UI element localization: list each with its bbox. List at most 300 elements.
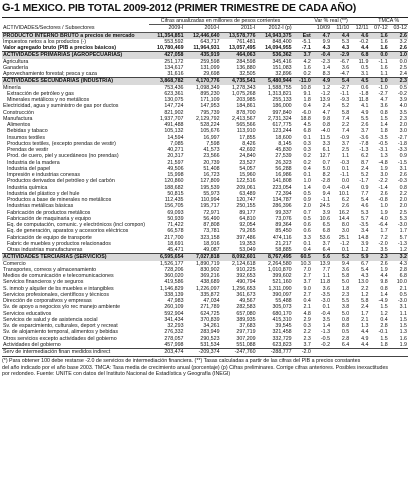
pct-cell: 2.8 (399, 266, 407, 273)
pct-cell: 1.7 (361, 310, 369, 317)
value-cell: 14,094,955 (265, 45, 292, 51)
value-cell: 79,265 (239, 228, 256, 235)
pct-cell: 2.0 (399, 122, 407, 128)
row-label: Medios de comunicación e telecomunicaciones (3, 273, 114, 279)
value-cell: 122,516 (236, 178, 256, 185)
value-cell: 89,364 (275, 222, 292, 228)
row-label: ACTIVIDADES PRIMARIAS (AGROPECUARIAS) (2, 52, 149, 59)
table-row (2, 235, 408, 241)
value-cell: 251,172 (164, 58, 184, 65)
value-cell: 54,057 (239, 165, 256, 172)
pct-cell: 3.1 (361, 71, 369, 77)
pib-table (2, 17, 408, 355)
pct-cell: 1.9 (380, 165, 388, 172)
pct-cell: 0.4 (303, 298, 311, 304)
pct-cell: 1.8 (341, 285, 350, 292)
value-cell: 131,099 (200, 64, 220, 71)
table-row (2, 153, 408, 159)
pct-cell: 5.8 (341, 109, 350, 116)
value-cell: 332,729 (272, 335, 292, 342)
value-cell: 2,264,580 (268, 260, 292, 267)
pct-cell (331, 349, 350, 356)
value-cell: 415,310 (272, 316, 292, 323)
pct-cell: 3.6 (341, 64, 350, 71)
pct-cell: 2.7 (303, 273, 311, 279)
pct-cell: 3.6 (341, 266, 350, 273)
value-cell: 369,216 (200, 273, 220, 279)
pct-cell: 4.2 (303, 58, 311, 65)
pct-cell: -9.3 (340, 97, 350, 103)
value-cell: 171,109 (200, 97, 220, 103)
value-cell: 1,588,755 (268, 84, 292, 91)
value-cell: 50,939 (167, 215, 184, 222)
pct-cell: 4.4 (361, 329, 369, 336)
value-cell: 435,919 (185, 52, 221, 59)
pct-cell: 0.9 (303, 197, 311, 203)
pct-cell: 2.6 (341, 203, 350, 210)
pct-cell: 1.6 (399, 335, 407, 342)
value-cell: 151,083 (272, 64, 292, 71)
pct-cell: 3.9 (361, 240, 369, 247)
pct-cell: 0.5 (303, 190, 311, 197)
pct-cell: -3.6 (359, 134, 369, 141)
pct-cell: -2.9 (331, 52, 350, 59)
pct-cell: 1.2 (399, 247, 407, 253)
value-cell: 250,155 (236, 203, 256, 210)
pct-cell: 5.8 (341, 273, 350, 279)
pct-cell: 1.8 (380, 128, 388, 135)
pct-cell: 6.5 (322, 222, 331, 228)
pct-cell: 1.4 (380, 291, 388, 298)
value-cell: 14,594 (167, 134, 184, 141)
pct-cell: 3.2 (399, 38, 407, 45)
value-cell: 64,810 (239, 215, 256, 222)
value-cell: 186,000 (272, 103, 292, 110)
value-cell: 1,937,707 (159, 115, 184, 122)
value-cell: 370,839 (200, 316, 220, 323)
value-cell: 73,076 (275, 215, 292, 222)
pct-cell: 0.5 (341, 329, 350, 336)
header-group-row (2, 18, 408, 25)
table-row (2, 286, 408, 292)
pct-cell: 0.1 (303, 134, 311, 141)
pct-cell: 9.4 (341, 260, 350, 267)
value-cell: 16,723 (203, 172, 220, 178)
value-cell: 73,781 (203, 228, 220, 235)
pct-cell: 11.9 (358, 58, 369, 65)
pct-cell: 3.3 (303, 234, 311, 241)
pct-cell: 6.4 (341, 341, 350, 348)
value-cell: 3,868,782 (149, 78, 185, 85)
row-label: Productos a base de minerales no metálicos (7, 197, 112, 203)
pct-cell: 4.3 (361, 273, 369, 279)
pct-cell: 24.5 (319, 203, 331, 210)
pct-cell: 3.7 (341, 140, 350, 147)
row-label: Productos textiles, (excepto prendas de vestir) (7, 140, 116, 147)
pct-cell: 3.7 (303, 341, 311, 348)
page-title (2, 2, 408, 17)
value-cell: 565,566 (236, 122, 256, 128)
pct-cell: 4.4 (380, 273, 388, 279)
value-cell: 147,724 (164, 103, 184, 110)
value-cell: 134,787 (272, 197, 292, 203)
pct-cell: 1.9 (399, 341, 407, 348)
row-label: ACTIVIDADES TERCIARIAS (SERVICIOS) (2, 254, 149, 261)
pct-cell: 6.2 (361, 153, 369, 160)
pct-cell (389, 349, 408, 356)
pct-cell: -1.5 (397, 159, 407, 166)
value-cell: 286,396 (272, 203, 292, 210)
table-row (2, 45, 408, 52)
row-label: Impresión e industrias conexas (7, 172, 81, 178)
header-year: 2010-I (185, 25, 221, 32)
pct-cell: -1.2 (340, 240, 350, 247)
value-cell: 878,700 (236, 109, 256, 116)
value-cell: 105,132 (164, 128, 184, 135)
row-label: Extracción de petróleo y gas (7, 90, 74, 97)
value-cell: 1,075,268 (231, 90, 256, 97)
pct-cell: 1.9 (380, 266, 388, 273)
pct-cell: 1.4 (322, 323, 331, 329)
pct-cell: -3.0 (397, 222, 407, 228)
value-cell: 419,586 (164, 279, 184, 286)
value-cell: 130,075 (164, 97, 184, 103)
pct-cell: 1.2 (361, 291, 369, 298)
pct-cell: 1.5 (380, 115, 388, 122)
row-label: Electricidad, agua y suministro de gas por ductos (3, 103, 119, 110)
pct-cell: 11.5 (320, 134, 331, 141)
value-cell: 23,527 (239, 159, 256, 166)
value-cell: 7,598 (206, 140, 220, 147)
pct-cell: 0.2 (303, 71, 311, 77)
value-cell: 321,458 (272, 329, 292, 336)
table-row (2, 228, 408, 234)
pct-cell: 1.3 (361, 323, 369, 329)
pct-cell: 1.1 (322, 273, 331, 279)
row-label: Manufactura (3, 115, 33, 122)
header-pct: 11/10 (331, 25, 350, 32)
value-cell: 110,994 (200, 197, 220, 203)
pct-cell: 6.4 (322, 247, 331, 253)
header-tmca-group: TMCA % (369, 18, 408, 25)
value-cell: 195,717 (200, 203, 220, 210)
pct-cell: 4.7 (322, 109, 331, 116)
pct-cell: 3.4 (361, 228, 369, 235)
value-cell: 728,206 (164, 266, 184, 273)
value-cell: 1,526,177 (159, 260, 184, 267)
pct-cell: -0.4 (320, 310, 331, 317)
value-cell: 335,872 (200, 291, 220, 298)
row-label: Industria del papel (7, 165, 51, 172)
pct-cell: 1.6 (369, 32, 388, 39)
pct-cell: 3.0 (399, 128, 407, 135)
value-cell: 63,489 (239, 190, 256, 197)
pct-cell: 3.3 (322, 140, 331, 147)
value-cell: 848,400 (272, 38, 292, 45)
pct-cell: 4.5 (303, 122, 311, 128)
pct-cell: 2.6 (389, 32, 408, 39)
pct-cell: 1.5 (399, 316, 407, 323)
value-cell: 1,146,829 (159, 285, 184, 292)
value-cell: 11,964,931 (193, 45, 220, 51)
value-cell: 69,093 (167, 209, 184, 216)
pct-cell: 10.3 (300, 260, 311, 267)
pct-cell: 5.5 (341, 298, 350, 304)
pct-cell: 12.7 (319, 153, 331, 160)
value-cell: 223,054 (272, 184, 292, 191)
table-row (2, 247, 408, 254)
pct-cell: 0.4 (303, 165, 311, 172)
pct-cell: 0.9 (361, 184, 369, 191)
row-label: Fabric de muebles y productos relacionados (7, 240, 111, 247)
pct-cell: 0.4 (380, 316, 388, 323)
row-label: Aprovechamiento forestal; pesca y caza (3, 71, 97, 77)
pct-cell: 2.3 (369, 254, 388, 261)
pct-cell: -4.7 (340, 71, 350, 77)
pct-cell: 60.5 (293, 254, 312, 261)
pct-cell: 7.0 (303, 266, 311, 273)
value-cell: 6,595,654 (149, 254, 185, 261)
value-cell: 10,780,469 (157, 45, 184, 51)
value-cell: -247,760 (221, 349, 257, 356)
header-pct: 03-12 (389, 25, 408, 32)
table-row (2, 336, 408, 342)
pct-cell: 3.6 (380, 103, 388, 110)
pct-cell: 5.3 (361, 209, 369, 216)
value-cell: 271,789 (200, 304, 220, 311)
value-cell: 203,474 (149, 349, 185, 356)
pct-cell: 0.7 (303, 209, 311, 216)
pct-cell: 5.2 (341, 103, 350, 110)
value-cell: 2,413,567 (231, 115, 256, 122)
pct-cell: 1.1 (380, 71, 388, 77)
pct-cell: 2.3 (389, 78, 408, 85)
table-row (2, 329, 408, 335)
row-label: Industria del plástico y del hule (7, 190, 80, 197)
pct-cell: 3.2 (389, 254, 408, 261)
pct-cell: 2.6 (380, 190, 388, 197)
value-cell: 13,578,776 (221, 32, 257, 39)
pct-cell: 0.3 (303, 323, 311, 329)
pct-cell: 7.4 (341, 128, 350, 135)
pct-cell: 6.8 (303, 128, 311, 135)
pct-cell: -1.1 (320, 197, 331, 203)
title-code: G-1 (2, 2, 20, 14)
pct-cell: 7.7 (322, 266, 331, 273)
pct-cell: 7.2 (380, 234, 388, 241)
value-cell: 1,098,349 (195, 84, 220, 91)
pct-cell: -1.0 (378, 84, 388, 91)
pct-cell: 2.2 (361, 285, 369, 292)
value-cell: 457,998 (164, 341, 184, 348)
row-label: Sv. de apoyo a negocios y/o rec manejo ambiente (3, 304, 121, 311)
pct-cell: 4.0 (380, 215, 388, 222)
table-row (2, 103, 408, 109)
pct-cell: 5.0 (322, 165, 331, 172)
value-cell: 284,598 (236, 58, 256, 65)
pct-cell: -1.3 (397, 240, 407, 247)
value-cell: 397,486 (236, 234, 256, 241)
value-cell: 399,602 (272, 273, 292, 279)
pct-cell: 4.5 (350, 78, 369, 85)
value-cell: 389,935 (236, 316, 256, 323)
pct-cell: -2.8 (320, 178, 331, 185)
pct-cell: 13.0 (358, 279, 369, 286)
pct-cell: 1.0 (389, 52, 408, 59)
pct-cell: 14.8 (358, 234, 369, 241)
value-cell: 392,653 (236, 273, 256, 279)
pct-cell: -2.0 (293, 349, 312, 356)
table-row (2, 210, 408, 216)
footnotes (2, 356, 408, 378)
row-label: Fabricación de productos metálicos (7, 209, 91, 216)
pct-cell: 3.8 (341, 304, 350, 311)
pct-cell: -0.2 (397, 90, 407, 97)
row-label: Industria de la madera (7, 159, 60, 166)
value-cell: 127,809 (200, 178, 220, 185)
pct-cell: 3.5 (322, 316, 331, 323)
value-cell: 531,534 (200, 341, 220, 348)
value-cell: 39,545 (275, 323, 292, 329)
pct-cell: 1.4 (303, 184, 311, 191)
footnote-line: del año indicado por el año base 2003. TMCA: Tasa media de crecimiento anual (porcentaje) (p) Cifras preliminares. Corrige cifras anteriores. Posibles inexactitudes (2, 364, 389, 371)
value-cell: 1,256,653 (231, 285, 256, 292)
pct-cell: -3.0 (397, 298, 407, 304)
value-cell: 623,361 (164, 90, 184, 97)
pct-cell: -4.0 (320, 128, 331, 135)
value-cell: 8,767,495 (257, 254, 293, 261)
table-row (2, 342, 408, 349)
pct-cell: 7.7 (361, 190, 369, 197)
pct-cell: -1.2 (320, 90, 331, 97)
pct-cell: 1.7 (380, 228, 388, 235)
value-cell: 49,506 (167, 165, 184, 172)
value-cell: 290,523 (200, 335, 220, 342)
value-cell: 20,739 (203, 159, 220, 166)
value-cell: 113,910 (236, 128, 256, 135)
row-label: Valor agregado bruto (PIB a precios básicos) (3, 45, 117, 51)
value-cell: 31,616 (167, 71, 184, 77)
pct-cell: 4.6 (361, 203, 369, 210)
pct-cell: 1.8 (303, 97, 311, 103)
pct-cell: -0.3 (397, 178, 407, 185)
row-label: Industrias metálicas básicas (7, 203, 74, 210)
row-label: Otras industrias manufactureras (7, 247, 83, 253)
pct-cell: 2.5 (341, 147, 350, 153)
footnote-line: (*) Para obtener 100 debe restarse -2.0 de servicios de intermediación financiera. (**) Tasas calculadas a partir de las cifras del PIB a precios constantes (2, 358, 361, 365)
table-row (2, 304, 408, 310)
value-cell: 490,794 (236, 279, 256, 286)
pct-cell: -5.1 (301, 38, 311, 45)
pct-cell: 5.0 (341, 279, 350, 286)
pct-cell: -1.8 (397, 140, 407, 147)
pct-cell: -1.1 (340, 90, 350, 97)
pct-cell: 1.6 (380, 38, 388, 45)
pct-cell: 8.2 (322, 172, 331, 178)
value-cell: 464,063 (221, 52, 257, 59)
value-cell: 66,578 (167, 228, 184, 235)
pct-cell: 4.3 (341, 45, 350, 51)
row-label: Actividades del gobierno (3, 341, 61, 348)
pct-cell: 5.7 (399, 234, 407, 241)
pct-cell: 0.4 (303, 247, 311, 253)
header-year: 2011-I (221, 25, 257, 32)
pct-cell: 16.2 (338, 209, 350, 216)
pct-cell: 6.1 (322, 147, 331, 153)
pct-cell: 4.4 (331, 32, 350, 39)
value-cell: 85,450 (275, 228, 292, 235)
pct-cell: 6.7 (361, 260, 369, 267)
pct-cell: -6.7 (340, 58, 350, 65)
value-cell: 283,949 (200, 329, 220, 336)
value-cell: 72,971 (203, 209, 220, 216)
pct-cell: 1.0 (303, 178, 311, 185)
pct-cell (312, 349, 331, 356)
pct-cell: 2.4 (361, 165, 369, 172)
value-cell: 50,815 (167, 190, 184, 197)
pct-cell: 2.9 (303, 316, 311, 323)
pct-cell: 10.8 (300, 84, 311, 91)
value-cell: 72,394 (275, 190, 292, 197)
value-cell: 29,698 (203, 71, 220, 77)
value-cell: 16,997 (203, 134, 220, 141)
pct-cell: -0.5 (320, 335, 331, 342)
pct-cell: 0.1 (303, 240, 311, 247)
pct-cell: 0.8 (399, 184, 407, 191)
value-cell: 536,362 (257, 52, 293, 59)
value-cell: 89,177 (239, 209, 256, 216)
value-cell: 34,261 (203, 323, 220, 329)
value-cell: 680,170 (272, 310, 292, 317)
row-label: Minerales metálicos y no metálicos (7, 97, 90, 103)
pct-cell: 1.9 (380, 209, 388, 216)
pct-cell: 1.2 (380, 310, 388, 317)
value-cell: 156,705 (164, 203, 184, 210)
value-cell: 105,676 (200, 128, 220, 135)
value-cell: 657,080 (236, 310, 256, 317)
value-cell: 390,097 (272, 291, 292, 298)
pct-cell: 4.9 (361, 335, 369, 342)
value-cell: 2,731,324 (268, 115, 292, 122)
pct-cell: 5.3 (341, 38, 350, 45)
value-cell: 345,416 (272, 58, 292, 65)
pct-cell: 25.1 (338, 234, 350, 241)
pct-cell: 1.1 (341, 153, 350, 160)
pct-cell: 4.9 (361, 109, 369, 116)
value-cell: 17,855 (239, 134, 256, 141)
value-cell: 795,739 (200, 109, 220, 116)
pct-cell: 1.5 (399, 323, 407, 329)
value-cell: 123,244 (272, 128, 292, 135)
pct-cell: 3.7 (361, 128, 369, 135)
row-label: Insumos textiles (7, 134, 45, 141)
row-label: Prod. de cuero, piel y sucedáneos (no prendas) (7, 153, 119, 160)
pct-cell: 1.2 (322, 84, 331, 91)
pct-cell: 5.0 (341, 310, 350, 317)
value-cell: 4,170,776 (185, 78, 221, 85)
value-cell: 5,480,944 (257, 78, 293, 85)
pct-cell: 0.5 (361, 64, 369, 71)
row-label: Eq. de generación, aparatos y accesorios eléctricos (7, 228, 129, 235)
value-cell: 278,057 (164, 335, 184, 342)
pct-cell: 5.4 (361, 197, 369, 203)
pct-cell: 2.6 (361, 122, 369, 128)
value-cell: 92,054 (239, 222, 256, 228)
pct-cell: 0.5 (399, 84, 407, 91)
value-cell: 58,885 (275, 247, 292, 253)
value-cell: 305,073 (272, 304, 292, 311)
pct-cell: 0.5 (399, 291, 407, 298)
